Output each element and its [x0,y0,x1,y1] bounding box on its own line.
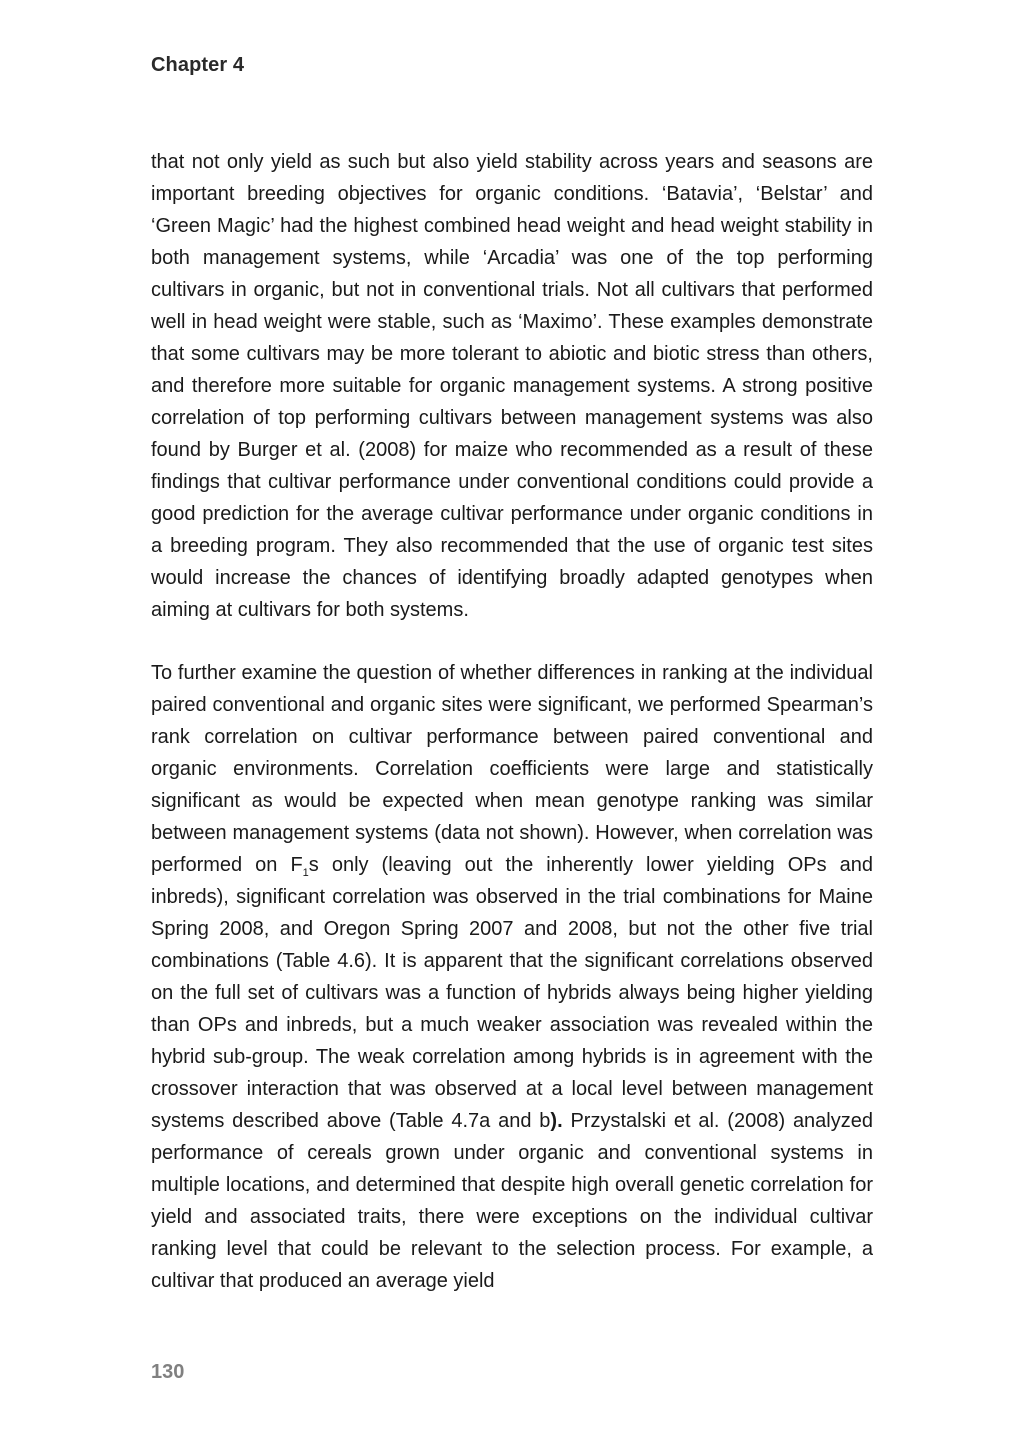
page-number: 130 [151,1361,185,1383]
bold-closing-paren: ). [550,1110,563,1132]
paragraph-2-text-b: s only (leaving out the inherently lower yielding OPs and inbreds), significant correlation was observed in the trial combinations for Maine Spring 2008, and Oregon Spring 2007 and 2008, but not the other five trial combinations (Table 4.6). It is apparent that the significant correlations observed on the full set of cultivars was a function of hybrids always being higher yielding than OPs and inbreds, but a much weaker association was revealed within the hybrid sub-group. The weak correlation among hybrids is in agreement with the crossover interaction that was observed at a local level between management systems described above (Table 4.7a and b [151,854,873,1132]
f1-subscript: 1 [302,867,309,879]
body-text [151,146,873,1297]
running-header: Chapter 4 [151,54,245,76]
paragraph-1: that not only yield as such but also yield stability across years and seasons are important breeding objectives for organic conditions. ‘Batavia’, ‘Belstar’ and ‘Green Magic’ had the highest combined head weight and head weight stability in both management systems, while ‘Arcadia’ was one of the top performing cultivars in organic, but not in conventional trials. Not all cultivars that performed well in head weight were stable, such as ‘Maximo’. These examples demonstrate that some cultivars may be more tolerant to abiotic and biotic stress than others, and therefore more suitable for organic management systems. A strong positive correlation of top performing cultivars between management systems was also found by Burger et al. (2008) for maize who recommended as a result of these findings that cultivar performance under conventional conditions could provide a good prediction for the average cultivar performance under organic conditions in a breeding program. They also recommended that the use of organic test sites would increase the chances of identifying broadly adapted genotypes when aiming at cultivars for both systems. [151,151,873,621]
paragraph-2 [151,657,873,1297]
paragraph-2-text-c: Przystalski et al. (2008) analyzed performance of cereals grown under organic and conventional systems in multiple locations, and determined that despite high overall genetic correlation for yield and associated traits, there were exceptions on the individual cultivar ranking level that could be relevant to the selection process. For example, a cultivar that produced an average yield [151,1110,873,1292]
paragraph-2-text-a: To further examine the question of whether differences in ranking at the individual paired conventional and organic sites were significant, we performed Spearman’s rank correlation on cultivar performance between paired conventional and organic environments. Correlation coefficients were large and statistically significant as would be expected when mean genotype ranking was similar between management systems (data not shown). However, when correlation was performed on F [151,662,873,876]
